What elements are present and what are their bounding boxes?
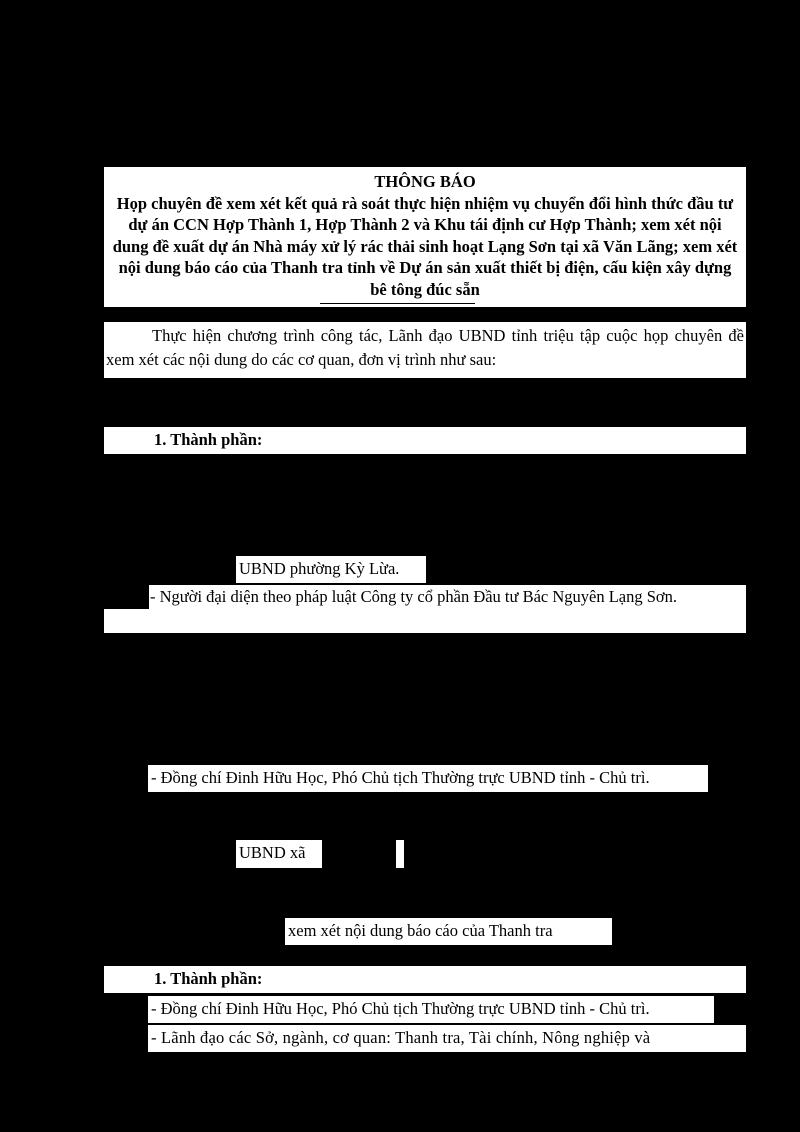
notice-heading: THÔNG BÁO <box>374 172 476 191</box>
chair-line-1: - Đồng chí Đinh Hữu Học, Phó Chủ tịch Thường trực UBND tỉnh - Chủ trì. <box>148 765 708 792</box>
commune-redaction <box>322 840 396 868</box>
ward-fragment: UBND phường Kỳ Lừa. <box>236 556 426 583</box>
notice-subject: Họp chuyên đề xem xét kết quả rà soát thực hiện nhiệm vụ chuyển đổi hình thức đầu tư dự án CCN Hợp Thành 1, Hợp Thành 2 và Khu tái định cư Hợp Thành; xem xét nội dung đề xuất dự án Nhà máy xử lý rác thải sinh hoạt Lạng Sơn tại xã Văn Lãng; xem xét nội dung báo cáo của Thanh tra tỉnh về Dự án sản xuất thiết bị điện, cấu kiện xây dựng bê tông đúc sẵn <box>112 193 738 299</box>
section1-heading-block <box>104 427 746 454</box>
section2-heading: 1. Thành phần: <box>154 969 263 988</box>
section2-heading-block <box>104 966 746 993</box>
intro-paragraph <box>104 322 746 378</box>
section2-chair-line: - Đồng chí Đinh Hữu Học, Phó Chủ tịch Thường trực UBND tỉnh - Chủ trì. <box>148 996 714 1023</box>
inspect-fragment: xem xét nội dung báo cáo của Thanh tra <box>285 918 612 945</box>
intro-text: Thực hiện chương trình công tác, Lãnh đạo UBND tỉnh triệu tập cuộc họp chuyên đề xem xét các nội dung do các cơ quan, đơn vị trình như sau: <box>106 326 744 369</box>
commune-text: UBND xã <box>239 843 306 862</box>
title-underline <box>320 303 475 304</box>
representative-line <box>104 585 746 633</box>
section1-heading: 1. Thành phần: <box>154 430 263 449</box>
representative-text: - Người đại diện theo pháp luật Công ty cổ phần Đầu tư Bác Nguyên Lạng Sơn. <box>150 587 678 606</box>
section2-departments-line: - Lãnh đạo các Sở, ngành, cơ quan: Thanh tra, Tài chính, Nông nghiệp và <box>148 1025 746 1052</box>
mask-rep <box>104 585 149 609</box>
notice-title-block <box>104 167 746 307</box>
